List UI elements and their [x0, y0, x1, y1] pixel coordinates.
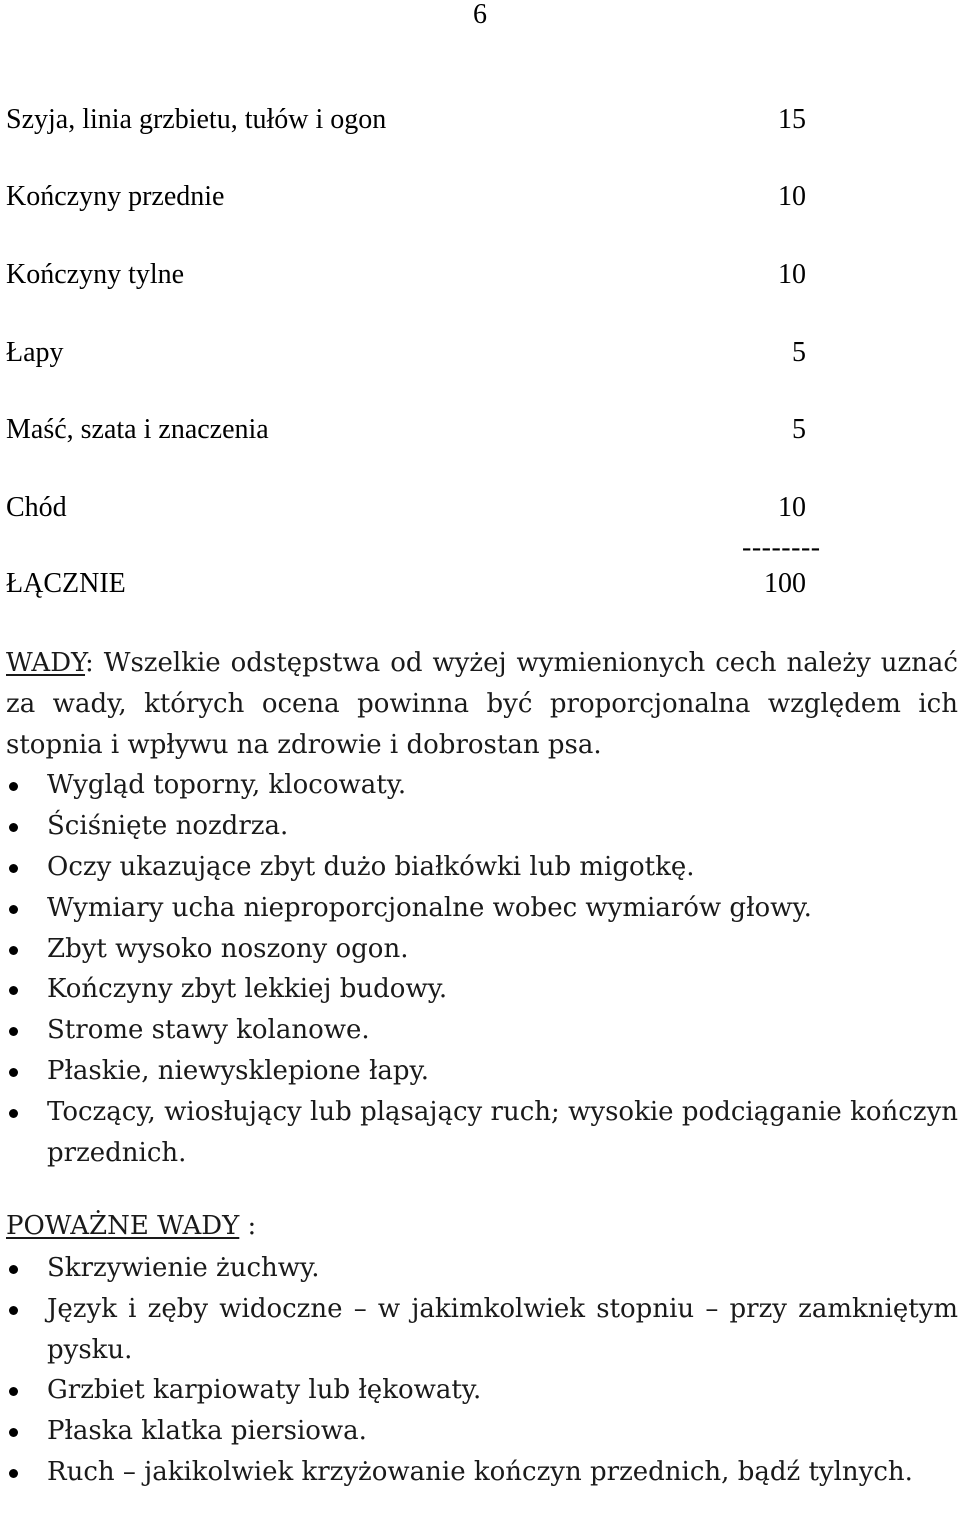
score-row — [6, 335, 806, 371]
bullet-icon — [9, 1428, 18, 1437]
serious-faults-section — [6, 1204, 958, 1493]
page-number: 6 — [473, 0, 487, 30]
bullet-icon — [9, 864, 18, 873]
score-value: 5 — [792, 414, 806, 445]
list-item — [6, 1289, 958, 1371]
bullet-icon — [9, 782, 18, 791]
list-item — [6, 1411, 958, 1452]
total-row — [6, 566, 806, 602]
list-item-text: Ruch – jakikolwiek krzyżowanie kończyn przednich, bądź tylnych. — [47, 1456, 913, 1487]
list-item — [6, 806, 958, 847]
serious-faults-heading-suffix: : — [239, 1211, 257, 1241]
list-item — [6, 1248, 958, 1289]
bullet-icon — [9, 1109, 18, 1118]
score-value: 10 — [778, 492, 806, 523]
score-value: 10 — [778, 181, 806, 212]
list-item-text: Skrzywienie żuchwy. — [47, 1253, 320, 1283]
faults-intro — [6, 643, 958, 765]
list-item-text: Strome stawy kolanowe. — [47, 1015, 370, 1046]
list-item — [6, 888, 958, 929]
list-item-text: Wymiary ucha nieproporcjonalne wobec wymiarów głowy. — [47, 892, 812, 923]
bullet-icon — [9, 905, 18, 914]
faults-intro-text: : Wszelkie odstępstwa od wyżej wymienionych cech należy uznać za wady, których ocena powinna być proporcjonalna względem ich stopnia i wpływu na zdrowie i dobrostan psa. — [6, 648, 958, 760]
list-item — [6, 1051, 958, 1092]
score-label: Maść, szata i znaczenia — [6, 414, 269, 445]
bullet-icon — [9, 823, 18, 832]
score-label: Szyja, linia grzbietu, tułów i ogon — [6, 104, 387, 135]
score-label: Kończyny tylne — [6, 259, 185, 290]
serious-faults-heading: POWAŻNE WADY — [6, 1211, 240, 1241]
list-item — [6, 1010, 958, 1051]
list-item-text: Toczący, wiosłujący lub pląsający ruch; wysokie podciąganie kończyn przednich. — [47, 1096, 958, 1168]
faults-heading: WADY — [6, 648, 86, 678]
list-item-text: Kończyny zbyt lekkiej budowy. — [47, 974, 448, 1005]
score-row — [6, 412, 806, 448]
bullet-icon — [9, 1469, 18, 1478]
bullet-icon — [9, 1027, 18, 1036]
list-item — [6, 1092, 958, 1174]
list-item-text: Język i zęby widoczne – w jakimkolwiek stopniu – przy zamkniętym pysku. — [47, 1293, 958, 1365]
bullet-icon — [9, 1387, 18, 1396]
list-item — [6, 1452, 958, 1493]
faults-section — [6, 643, 958, 1173]
total-value: 100 — [764, 568, 806, 599]
score-value: 10 — [778, 259, 806, 290]
bullet-icon — [9, 1306, 18, 1315]
score-row — [6, 102, 806, 138]
sum-separator: -------- — [742, 532, 821, 563]
list-item — [6, 929, 958, 970]
score-row — [6, 257, 806, 293]
list-item — [6, 847, 958, 888]
bullet-icon — [9, 1068, 18, 1077]
list-item-text: Płaska klatka piersiowa. — [47, 1416, 367, 1447]
bullet-icon — [9, 1265, 18, 1274]
score-value: 5 — [792, 337, 806, 368]
list-item-text: Oczy ukazujące zbyt dużo białkówki lub migotkę. — [47, 851, 695, 882]
score-row — [6, 490, 806, 526]
faults-list — [6, 765, 958, 1173]
list-item-text: Zbyt wysoko noszony ogon. — [47, 933, 409, 964]
list-item — [6, 969, 958, 1010]
score-label: Chód — [6, 492, 67, 523]
score-label: Kończyny przednie — [6, 181, 225, 212]
list-item-text: Grzbiet karpiowaty lub łękowaty. — [47, 1375, 482, 1406]
bullet-icon — [9, 986, 18, 995]
serious-faults-list — [6, 1248, 958, 1493]
bullet-icon — [9, 946, 18, 955]
list-item — [6, 1370, 958, 1411]
list-item — [6, 765, 958, 806]
score-label: Łapy — [6, 337, 64, 368]
serious-faults-heading-line — [6, 1204, 958, 1248]
list-item-text: Płaskie, niewysklepione łapy. — [47, 1055, 430, 1086]
list-item-text: Ściśnięte nozdrza. — [47, 811, 289, 842]
score-row — [6, 179, 806, 215]
list-item-text: Wygląd toporny, klocowaty. — [47, 770, 407, 801]
total-label: ŁĄCZNIE — [6, 568, 126, 599]
score-value: 15 — [778, 104, 806, 135]
